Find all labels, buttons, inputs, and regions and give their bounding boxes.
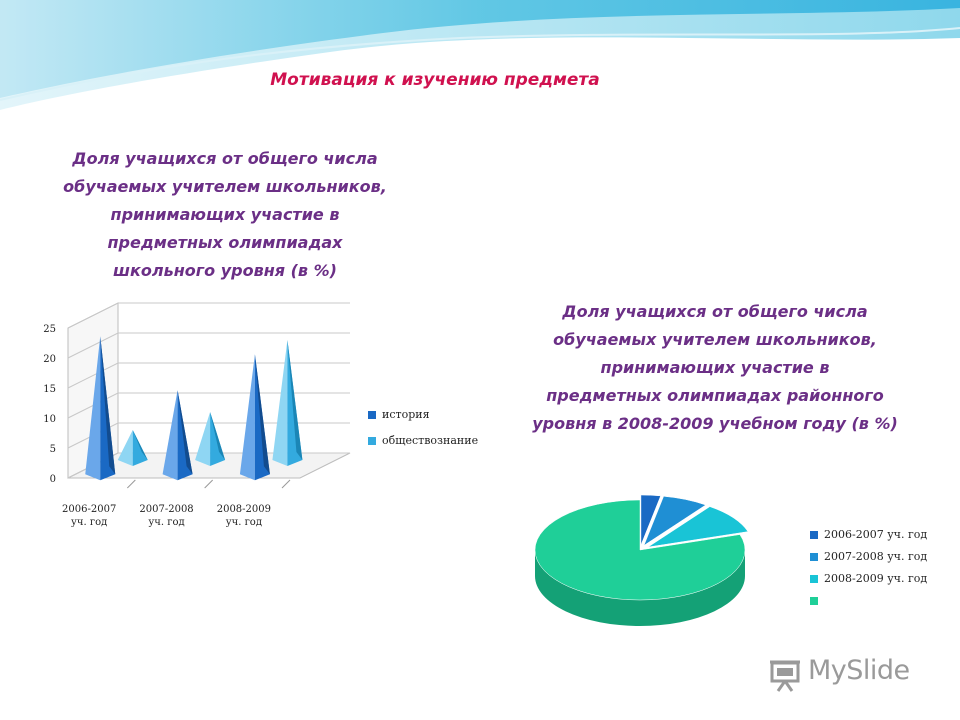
pie-chart-title xyxy=(520,298,910,438)
pie-chart xyxy=(525,480,795,650)
legend-item-2007 xyxy=(810,550,927,563)
x-tick-label: уч. год xyxy=(148,517,185,528)
x-tick-label: уч. год xyxy=(225,517,263,528)
slide-title: Мотивация к изучению предмета xyxy=(270,70,600,90)
myslide-logo xyxy=(768,655,928,695)
bar-history-face-left xyxy=(163,390,178,480)
bar-history-face-left xyxy=(240,354,255,480)
legend-label-social-studies: обществознание xyxy=(382,434,479,447)
x-tick xyxy=(282,480,290,488)
y-tick-label: 5 xyxy=(49,444,56,455)
bar-chart-title-line: предметных олимпиадах xyxy=(107,233,343,252)
pie-chart-title-line: Доля учащихся от общего числа xyxy=(562,302,868,321)
bar-social-studies-face-left xyxy=(272,340,287,466)
bar-chart-title-line: школьного уровня (в %) xyxy=(113,261,337,280)
legend-label-history: история xyxy=(382,408,430,421)
x-tick-label: уч. год xyxy=(71,517,108,528)
bar-social-studies-face-left xyxy=(195,412,210,466)
legend-swatch-2008 xyxy=(810,575,818,583)
bar-chart-title-line: обучаемых учителем школьников, xyxy=(63,177,387,196)
x-tick-label: 2006-2007 xyxy=(62,504,117,515)
bar-chart-title-line: Доля учащихся от общего числа xyxy=(72,149,378,168)
legend-label-2006: 2006-2007 уч. год xyxy=(824,528,928,541)
legend-item-2006 xyxy=(810,528,927,541)
pie-chart-legend xyxy=(810,528,960,608)
legend-swatch-history xyxy=(368,411,376,419)
bar-chart-title xyxy=(30,145,420,285)
x-tick xyxy=(127,480,135,488)
presentation-board-icon xyxy=(768,657,804,693)
x-tick xyxy=(205,480,213,488)
pie-chart-title-line: предметных олимпиадах районного xyxy=(546,386,884,405)
pie-chart-title-line: уровня в 2008-2009 учебном году (в %) xyxy=(532,414,898,433)
y-tick-label: 10 xyxy=(43,414,56,425)
bar-chart-legend xyxy=(368,408,518,448)
bar-chart xyxy=(0,290,370,560)
pie-chart-title-line: принимающих участие в xyxy=(600,358,830,377)
legend-swatch-2006 xyxy=(810,531,818,539)
y-tick-label: 15 xyxy=(43,384,56,395)
legend-label-2007: 2007-2008 уч. год xyxy=(824,550,928,563)
x-tick-label: 2008-2009 xyxy=(216,504,272,515)
legend-swatch-2007 xyxy=(810,553,818,561)
y-tick-label: 25 xyxy=(43,324,56,335)
legend-swatch-social-studies xyxy=(368,437,376,445)
logo-text: MySlide xyxy=(808,655,910,686)
pie-chart-title-line: обучаемых учителем школьников, xyxy=(553,330,877,349)
legend-item-history xyxy=(368,408,430,421)
header-wave-decoration xyxy=(0,0,960,130)
legend-item-other xyxy=(810,594,824,607)
x-tick-label: 2007-2008 xyxy=(139,504,194,515)
legend-label-2008: 2008-2009 уч. год xyxy=(824,572,928,585)
legend-swatch-other xyxy=(810,597,818,605)
bar-chart-title-line: принимающих участие в xyxy=(110,205,340,224)
y-tick-label: 20 xyxy=(43,354,56,365)
legend-item-social-studies xyxy=(368,434,478,447)
legend-item-2008 xyxy=(810,572,927,585)
bar-social-studies-face-left xyxy=(118,430,133,466)
y-tick-label: 0 xyxy=(49,474,56,485)
